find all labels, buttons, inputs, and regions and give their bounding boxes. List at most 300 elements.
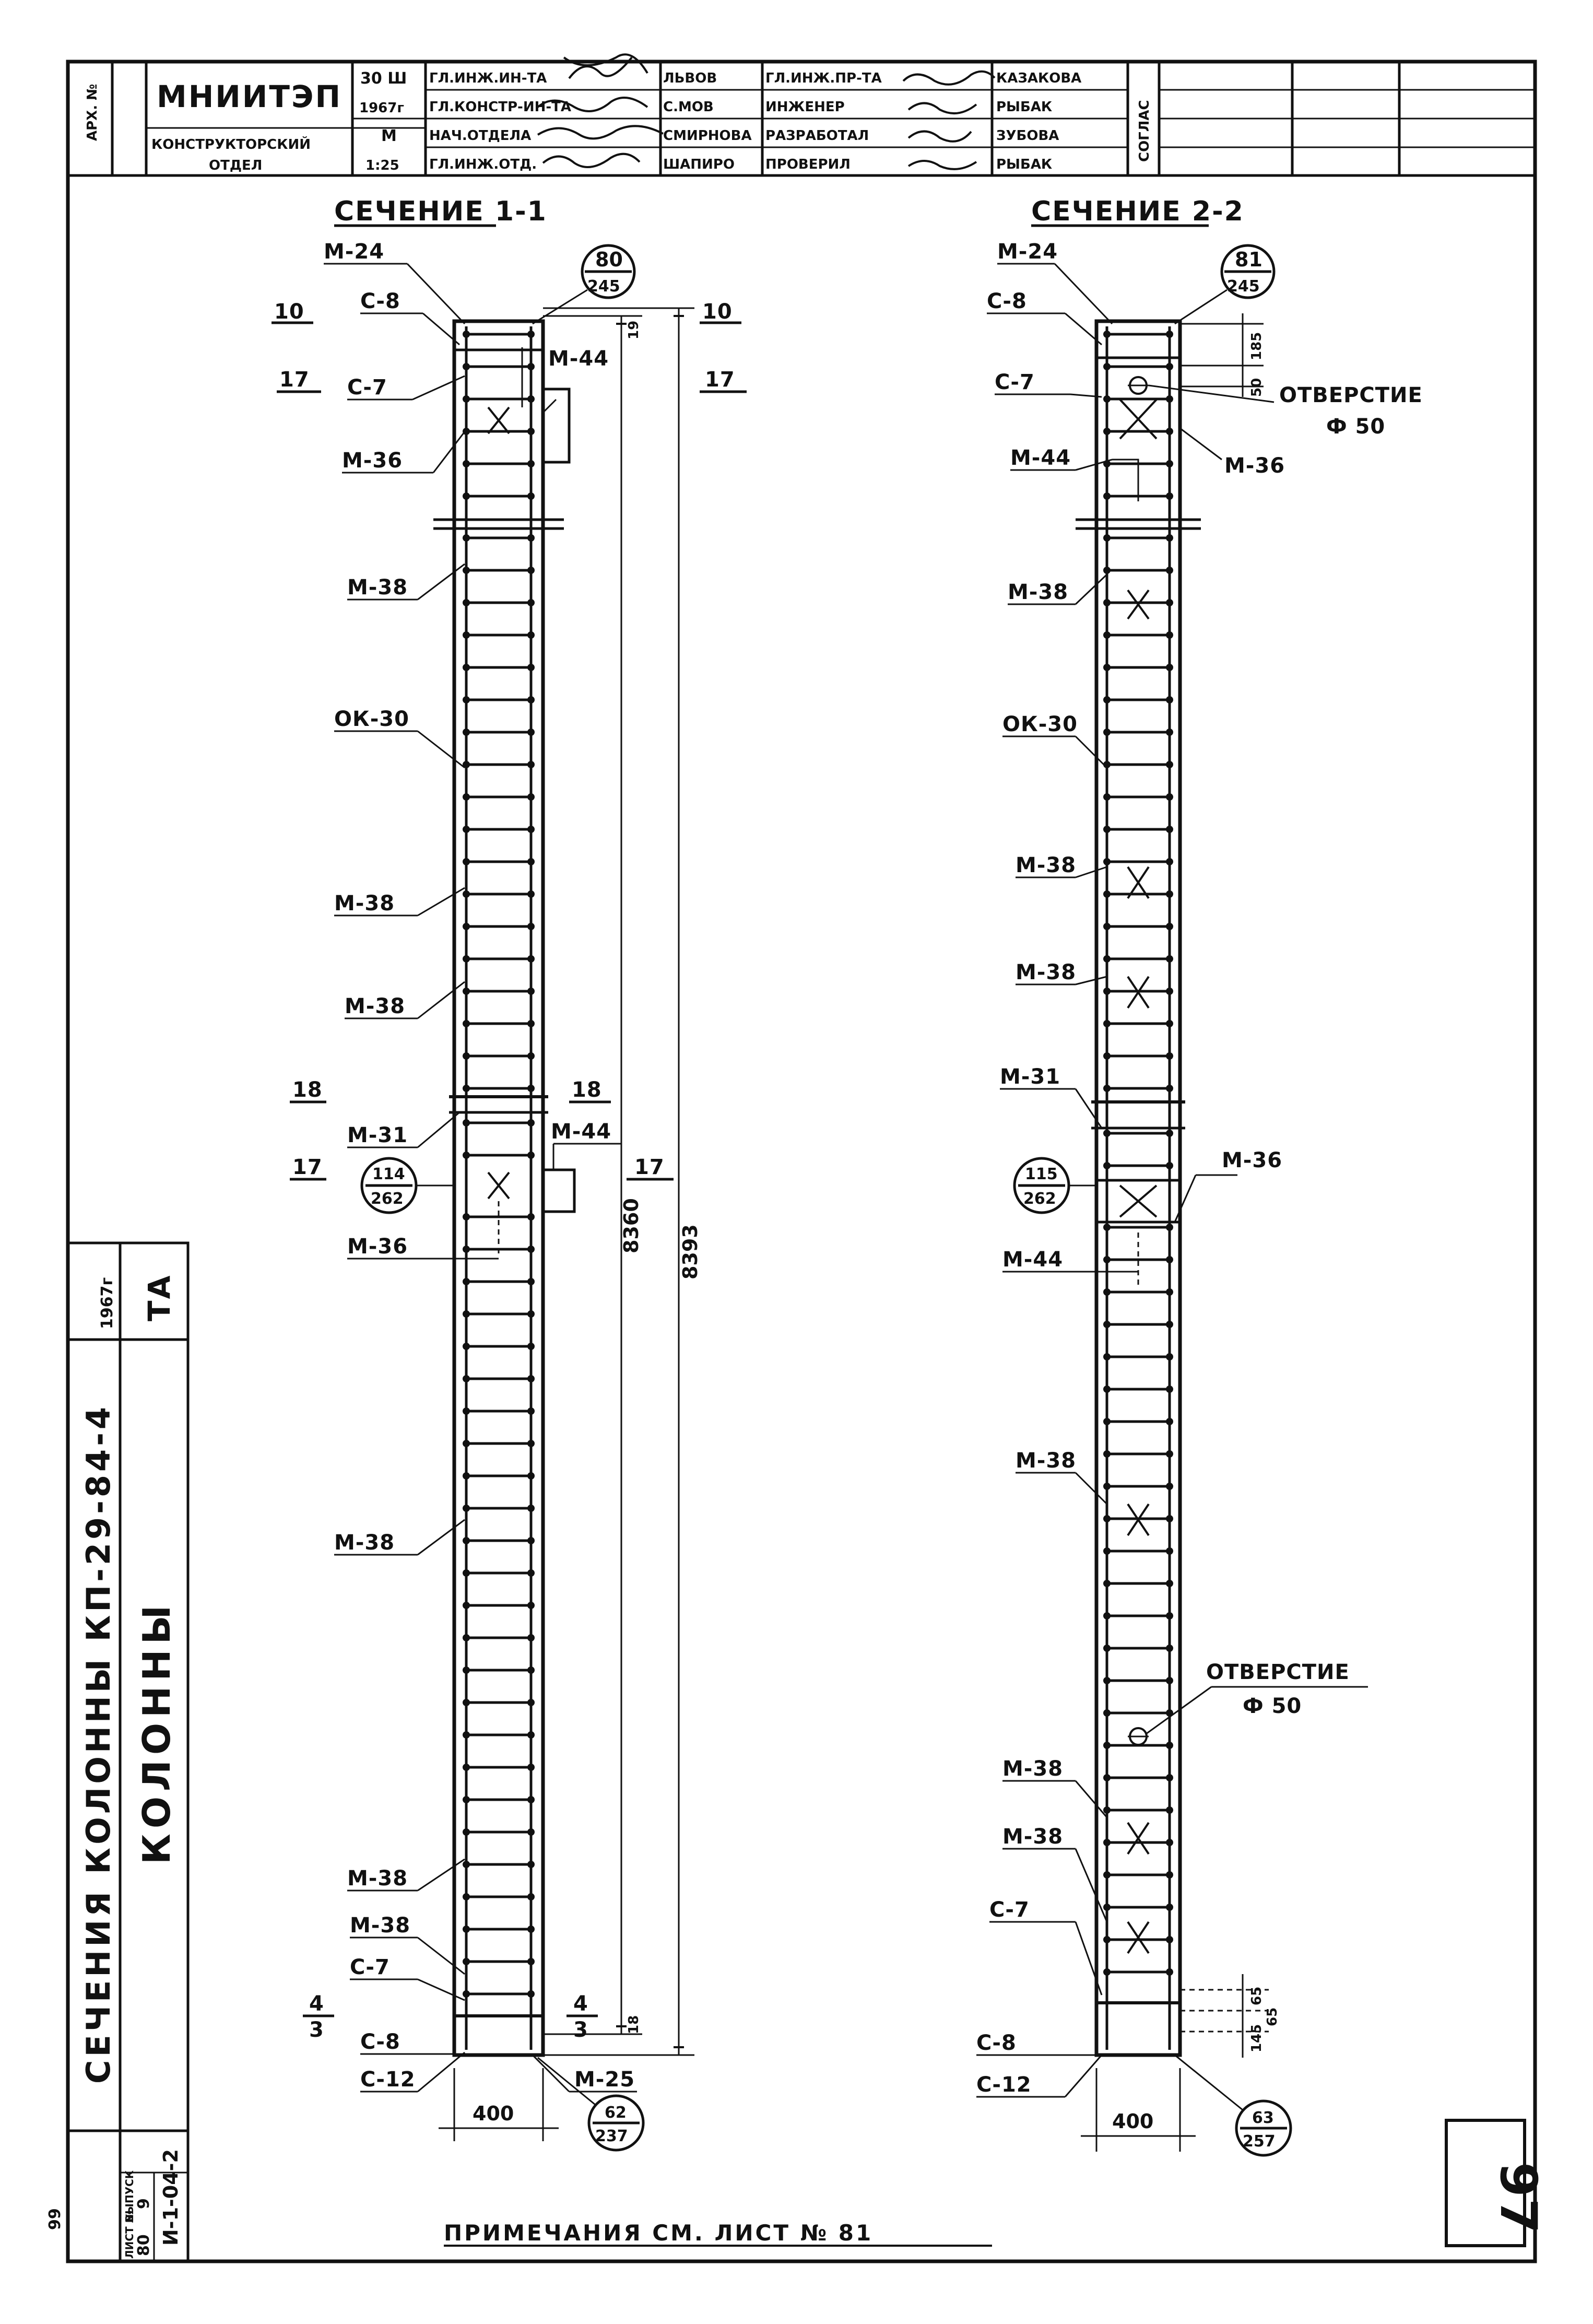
left-label-c8-top: С-8 [360, 289, 400, 313]
rebar-dot [1103, 890, 1111, 898]
right-label-c8-top: С-8 [987, 289, 1027, 313]
rebar-dot [1103, 1904, 1111, 1911]
rebar-dot [463, 331, 470, 338]
rebar-dot [527, 1213, 535, 1220]
rebar-dot [1103, 1450, 1111, 1458]
rebar-dot [1103, 1936, 1111, 1943]
rebar-dot [1166, 1353, 1173, 1360]
rebar-dot [1166, 1085, 1173, 1092]
rebar-dot [527, 1764, 535, 1771]
rebar-dot [1103, 1839, 1111, 1846]
rebar-dot [463, 1990, 470, 1998]
left-dim-400: 400 [473, 2102, 514, 2125]
rebar-dot [463, 567, 470, 574]
page-number: 97 [1489, 2162, 1548, 2235]
rebar-dot [1103, 1052, 1111, 1060]
rebar-dot [1166, 1386, 1173, 1393]
rebar-dot [1103, 729, 1111, 736]
rebar-dot [1166, 1162, 1173, 1169]
rebar-dot [1166, 1020, 1173, 1027]
left-dimensions [439, 308, 694, 2141]
left-bubble-mid-num: 114 [372, 1165, 405, 1183]
name2-row2: РЫБАК [996, 99, 1053, 115]
rebar-dot [1103, 1321, 1111, 1328]
rebar-dot [1166, 395, 1173, 403]
rebar-dot [1103, 1288, 1111, 1296]
rebar-dot [463, 1958, 470, 1965]
rebar-dot [1166, 1224, 1173, 1231]
rebar-dot [463, 1472, 470, 1480]
left-label-c7-bot: С-7 [350, 1955, 390, 1979]
right-label-hole-bot: ОТВЕРСТИЕ [1206, 1660, 1350, 1684]
rebar-dot [527, 1699, 535, 1706]
rebar-dot [527, 1861, 535, 1868]
right-label-c7-top: С-7 [995, 370, 1035, 394]
rebar-dot [1103, 793, 1111, 801]
column-section-2 [1076, 321, 1201, 2055]
role1-row2: ГЛ.КОНСТР-ИН-ТА [429, 99, 571, 115]
rebar-dot [463, 1861, 470, 1868]
rebar-dot [1103, 696, 1111, 703]
rebar-dot [1166, 1483, 1173, 1490]
rebar-dot [1166, 1612, 1173, 1619]
rebar-dot [463, 1602, 470, 1609]
column-section-1 [433, 321, 574, 2055]
rebar-dot [1103, 1774, 1111, 1781]
rebar-dot [1166, 1580, 1173, 1587]
right-dim-185: 185 [1249, 332, 1265, 360]
rebar-dot [527, 1602, 535, 1609]
rebar-dot [527, 1569, 535, 1577]
rebar-dot [527, 1440, 535, 1447]
rebar-dot [1166, 761, 1173, 768]
name2-row3: ЗУБОВА [996, 128, 1059, 144]
rebar-dot [463, 664, 470, 671]
left-label-m36-mid: М-36 [347, 1235, 408, 1259]
rebar-dot [1103, 1806, 1111, 1814]
rebar-dot [1166, 1839, 1173, 1846]
right-label-hole-bot-dia: Ф 50 [1243, 1694, 1302, 1718]
left-cut-18-right: 18 [572, 1078, 602, 1102]
right-dim-145: 145 [1249, 2024, 1265, 2052]
rebar-dot [1103, 826, 1111, 833]
right-label-m38-b: М-38 [1016, 853, 1077, 877]
rebar-dot [1166, 460, 1173, 467]
rebar-dot [527, 1085, 535, 1092]
rebar-dot [463, 1020, 470, 1027]
left-bubble-top-den: 245 [587, 277, 620, 296]
rebar-dot [527, 729, 535, 736]
rebar-dot [1103, 428, 1111, 435]
rebar-dot [1166, 631, 1173, 639]
role2-row3: РАЗРАБОТАЛ [765, 128, 869, 144]
rebar-dot [1103, 955, 1111, 963]
rebar-dot [1103, 363, 1111, 370]
right-bubble-bot-den: 257 [1243, 2132, 1276, 2151]
right-bubble-top-den: 245 [1227, 277, 1260, 296]
organization-name: МНИИТЭП [157, 79, 343, 114]
rebar-dot [1103, 1162, 1111, 1169]
right-dim-65b: 65 [1265, 2007, 1280, 2026]
rebar-dot [1103, 492, 1111, 500]
rebar-dot [1103, 1871, 1111, 1879]
rebar-dot [1166, 1321, 1173, 1328]
rebar-dot [463, 599, 470, 606]
rebar-dot [463, 890, 470, 898]
rebar-dot [1166, 492, 1173, 500]
rebar-dot [527, 988, 535, 995]
rebar-dot [463, 1796, 470, 1803]
side-stamp-issue-label: ВЫПУСК [123, 2170, 136, 2222]
rebar-dot [1103, 1742, 1111, 1749]
rebar-dot [1103, 631, 1111, 639]
rebar-dot [1103, 1418, 1111, 1425]
left-dim-19: 19 [626, 320, 642, 339]
scale-value: 1:25 [365, 158, 399, 173]
rebar-dot [527, 1731, 535, 1739]
right-bubble-mid-den: 262 [1023, 1190, 1056, 1208]
left-label-m24: М-24 [324, 240, 385, 264]
name2-row1: КАЗАКОВА [996, 71, 1082, 86]
left-label-ok30: ОК-30 [334, 707, 409, 731]
left-label-m38-d: М-38 [334, 1531, 395, 1555]
rebar-dot [1103, 395, 1111, 403]
rebar-dot [463, 923, 470, 930]
side-stamp-sheet-value: 80 [135, 2234, 153, 2256]
role2-row2: ИНЖЕНЕР [765, 99, 845, 115]
rebar-dot [1166, 793, 1173, 801]
rebar-dot [1166, 599, 1173, 606]
rebar-dot [463, 988, 470, 995]
rebar-dot [463, 1634, 470, 1641]
rebar-dot [1103, 1130, 1111, 1137]
left-label-m25: М-25 [574, 2068, 635, 2092]
rebar-dot [1103, 1709, 1111, 1717]
left-bubble-mid-den: 262 [371, 1190, 404, 1208]
rebar-dot [1166, 1968, 1173, 1976]
rebar-dot [1103, 1968, 1111, 1976]
right-label-c12: С-12 [976, 2073, 1032, 2097]
rebar-dot [463, 534, 470, 542]
left-cut-3-left: 3 [309, 2018, 324, 2042]
rebar-dot [463, 460, 470, 467]
rebar-dot [463, 1828, 470, 1836]
department-line1: КОНСТРУКТОРСКИЙ [151, 137, 311, 152]
rebar-dot [463, 1893, 470, 1900]
rebar-dot [463, 826, 470, 833]
rebar-dot [527, 1537, 535, 1544]
rebar-dot [1103, 1547, 1111, 1555]
rebar-dot [463, 1310, 470, 1318]
rebar-dot [1103, 1515, 1111, 1522]
left-cut-17-left-mid: 17 [292, 1155, 323, 1179]
left-cut-18-left: 18 [292, 1078, 323, 1102]
left-cut-10-right: 10 [702, 300, 733, 324]
right-bubble-mid-num: 115 [1025, 1165, 1058, 1183]
department-line2: ОТДЕЛ [209, 158, 263, 173]
right-label-c7-bot: С-7 [989, 1898, 1030, 1922]
right-bubble-top-num: 81 [1235, 248, 1262, 271]
right-label-m36-mid: М-36 [1222, 1148, 1283, 1172]
rebar-dot [527, 599, 535, 606]
left-cut-17-right-mid: 17 [634, 1155, 665, 1179]
date-day: 30 Ш [360, 69, 407, 88]
rebar-dot [527, 1828, 535, 1836]
rebar-dot [1166, 1130, 1173, 1137]
rebar-dot [463, 395, 470, 403]
rebar-dot [527, 1343, 535, 1350]
rebar-dot [463, 1278, 470, 1285]
rebar-dot [527, 955, 535, 963]
rebar-dot [527, 1893, 535, 1900]
rebar-dot [527, 1505, 535, 1512]
left-label-m36-top: М-36 [342, 449, 403, 473]
scale-label: М [381, 127, 397, 145]
rebar-dot [527, 1278, 535, 1285]
rebar-dot [463, 1375, 470, 1382]
rebar-dot [1103, 331, 1111, 338]
rebar-dot [527, 664, 535, 671]
rebar-dot [1166, 1288, 1173, 1296]
rebar-dot [1166, 1645, 1173, 1652]
left-label-m44-top: М-44 [548, 347, 609, 371]
side-stamp-title-main: КОЛОННЫ [135, 1600, 179, 1864]
rebar-dot [527, 492, 535, 500]
rebar-dot [1103, 988, 1111, 995]
rebar-dot [527, 1958, 535, 1965]
rebar-dot [1166, 1052, 1173, 1060]
rebar-dot [527, 1152, 535, 1159]
rebar-dot [463, 1666, 470, 1674]
rebar-dot [1103, 1612, 1111, 1619]
left-label-c8-bot: С-8 [360, 2030, 400, 2054]
side-stamp-sheet-label: ЛИСТ № [123, 2210, 136, 2259]
rebar-dot [1166, 955, 1173, 963]
rebar-dot [1166, 1936, 1173, 1943]
side-stamp-issue-value: 9 [135, 2198, 153, 2209]
rebar-dot [463, 492, 470, 500]
rebar-dot [463, 1569, 470, 1577]
right-label-hole-top: ОТВЕРСТИЕ [1279, 383, 1423, 407]
role2-row1: ГЛ.ИНЖ.ПР-ТА [765, 71, 882, 86]
left-bubble-bot-num: 62 [605, 2104, 627, 2122]
rebar-dot [463, 1699, 470, 1706]
left-bubble-bot-den: 237 [595, 2127, 628, 2145]
rebar-dot [527, 1020, 535, 1027]
left-cut-17-left-top: 17 [279, 368, 310, 392]
rebar-dot [1166, 858, 1173, 865]
section-1-title: СЕЧЕНИЕ 1-1 [334, 196, 547, 227]
rebar-dot [1103, 664, 1111, 671]
rebar-dot [1166, 988, 1173, 995]
rebar-dot [1166, 729, 1173, 736]
rebar-dot [1103, 1677, 1111, 1684]
rebar-dot [463, 1764, 470, 1771]
rebar-dot [527, 1052, 535, 1060]
rebar-dot [463, 1440, 470, 1447]
rebar-dot [1103, 1085, 1111, 1092]
rebar-dot [527, 631, 535, 639]
rebar-dot [1103, 1386, 1111, 1393]
rebar-dot [1166, 1515, 1173, 1522]
rebar-dot [463, 1537, 470, 1544]
rebar-dot [1166, 534, 1173, 542]
bottom-note: ПРИМЕЧАНИЯ СМ. ЛИСТ № 81 [444, 2220, 874, 2246]
rebar-dot [1166, 696, 1173, 703]
right-label-m38-e: М-38 [1002, 1757, 1064, 1781]
left-label-m38-c: М-38 [345, 994, 406, 1018]
role1-row1: ГЛ.ИНЖ.ИН-ТА [429, 71, 547, 86]
rebar-dot [463, 1213, 470, 1220]
rebar-dot [463, 793, 470, 801]
rebar-dot [1166, 363, 1173, 370]
side-stamp-title-sub: СЕЧЕНИЯ КОЛОННЫ КП-29-84-4 [79, 1403, 117, 2084]
rebar-dot [527, 890, 535, 898]
approval-label: СОГЛАС [1137, 100, 1152, 162]
rebar-dot [1166, 1774, 1173, 1781]
rebar-dot [463, 1926, 470, 1933]
rebar-dot [527, 567, 535, 574]
left-label-m38-b: М-38 [334, 891, 395, 915]
rebar-dot [1166, 1418, 1173, 1425]
rebar-dot [527, 460, 535, 467]
side-stamp-year: 1967г [98, 1277, 116, 1329]
rebar-dot [463, 858, 470, 865]
rebar-dot [527, 1926, 535, 1933]
rebar-dot [1166, 1871, 1173, 1879]
left-label-m38-f: М-38 [350, 1914, 411, 1938]
rebar-dot [527, 428, 535, 435]
rebar-dot [463, 729, 470, 736]
right-bubble-bot-num: 63 [1252, 2109, 1274, 2127]
rebar-dot [527, 1472, 535, 1480]
rebar-dot [527, 395, 535, 403]
rebar-dot [1166, 664, 1173, 671]
name2-row4: РЫБАК [996, 157, 1053, 172]
name1-row4: ШАПИРО [663, 157, 735, 172]
role2-row4: ПРОВЕРИЛ [765, 157, 851, 172]
rebar-dot [1166, 1904, 1173, 1911]
rebar-dot [527, 1666, 535, 1674]
rebar-dot [463, 1731, 470, 1739]
section-2-title: СЕЧЕНИЕ 2-2 [1031, 196, 1244, 227]
rebar-dot [1166, 1806, 1173, 1814]
rebar-dot [1166, 1450, 1173, 1458]
left-cut-4-left: 4 [309, 1992, 324, 2016]
rebar-dot [527, 1119, 535, 1126]
rebar-dot [1103, 858, 1111, 865]
left-label-m38-e: М-38 [347, 1867, 408, 1891]
rebar-dot [463, 1119, 470, 1126]
left-dim-8393: 8393 [679, 1224, 702, 1280]
rebar-dot [1166, 567, 1173, 574]
rebar-dot [1103, 1645, 1111, 1652]
rebar-dot [527, 1407, 535, 1415]
rebar-dot [463, 363, 470, 370]
rebar-dot [527, 793, 535, 801]
right-label-c8-bot: С-8 [976, 2031, 1017, 2055]
rebar-dot [463, 1246, 470, 1253]
rebar-dot [527, 363, 535, 370]
rebar-dot [1166, 890, 1173, 898]
rebar-dot [527, 1634, 535, 1641]
rebar-dot [527, 1246, 535, 1253]
right-label-m38-d: М-38 [1016, 1449, 1077, 1473]
side-stamp-doc-code: И-1-04-2 [159, 2149, 182, 2246]
rebar-dot [1166, 1256, 1173, 1263]
right-label-m38-f: М-38 [1002, 1825, 1064, 1849]
right-label-m24: М-24 [997, 240, 1058, 264]
rebar-dot [527, 826, 535, 833]
rebar-dot [463, 1152, 470, 1159]
rebar-dot [527, 858, 535, 865]
right-label-hole-top-dia: Ф 50 [1326, 415, 1386, 439]
left-label-m31: М-31 [347, 1123, 408, 1147]
left-cut-17-right-top: 17 [705, 368, 735, 392]
rebar-dot [1166, 1547, 1173, 1555]
rebar-dot [1103, 1224, 1111, 1231]
name1-row1: ЛЬВОВ [663, 71, 717, 86]
rebar-dot [1103, 1353, 1111, 1360]
rebar-dot [463, 1052, 470, 1060]
left-dim-8360: 8360 [620, 1198, 643, 1253]
side-stamp-archive-number: 99 [46, 2208, 64, 2230]
rebar-dot [1103, 1580, 1111, 1587]
rebar-dot [527, 696, 535, 703]
left-cut-3-right: 3 [573, 2018, 588, 2042]
stirrups-left [463, 331, 535, 1998]
left-label-m38-a: М-38 [347, 576, 408, 600]
rebar-dot [527, 331, 535, 338]
rebar-dot [1103, 599, 1111, 606]
rebar-dot [1166, 1677, 1173, 1684]
rebar-dot [527, 761, 535, 768]
rebar-dot [1166, 826, 1173, 833]
left-cut-10-left: 10 [274, 300, 304, 324]
rebar-dot [1166, 331, 1173, 338]
archive-label: АРХ. № [85, 84, 100, 141]
right-label-m44-mid: М-44 [1002, 1248, 1064, 1272]
right-label-m44-top: М-44 [1010, 446, 1071, 470]
left-cut-4-right: 4 [573, 1992, 588, 2016]
rebar-dot [463, 1407, 470, 1415]
left-bubble-top-num: 80 [595, 248, 623, 271]
rebar-dot [1166, 923, 1173, 930]
side-stamp-series: ТА [141, 1274, 177, 1321]
rebar-dot [463, 1085, 470, 1092]
rebar-dot [463, 1343, 470, 1350]
rebar-dot [463, 1505, 470, 1512]
right-dim-400: 400 [1112, 2110, 1154, 2133]
rebar-dot [463, 696, 470, 703]
left-label-m44-mid: М-44 [551, 1120, 612, 1144]
rebar-dot [1166, 1742, 1173, 1749]
right-label-ok30: ОК-30 [1002, 712, 1078, 736]
rebar-dot [463, 955, 470, 963]
rebar-dot [1103, 1020, 1111, 1027]
rebar-dot [1103, 923, 1111, 930]
rebar-dot [527, 923, 535, 930]
left-label-c12: С-12 [360, 2068, 416, 2092]
right-label-m36-top: М-36 [1224, 454, 1285, 478]
rebar-dot [527, 1375, 535, 1382]
rebar-dot [1166, 428, 1173, 435]
rebar-dot [527, 1796, 535, 1803]
role1-row3: НАЧ.ОТДЕЛА [429, 128, 532, 144]
right-label-m38-c: М-38 [1016, 960, 1077, 984]
right-dim-65a: 65 [1249, 1986, 1265, 2005]
rebar-dot [1103, 1483, 1111, 1490]
